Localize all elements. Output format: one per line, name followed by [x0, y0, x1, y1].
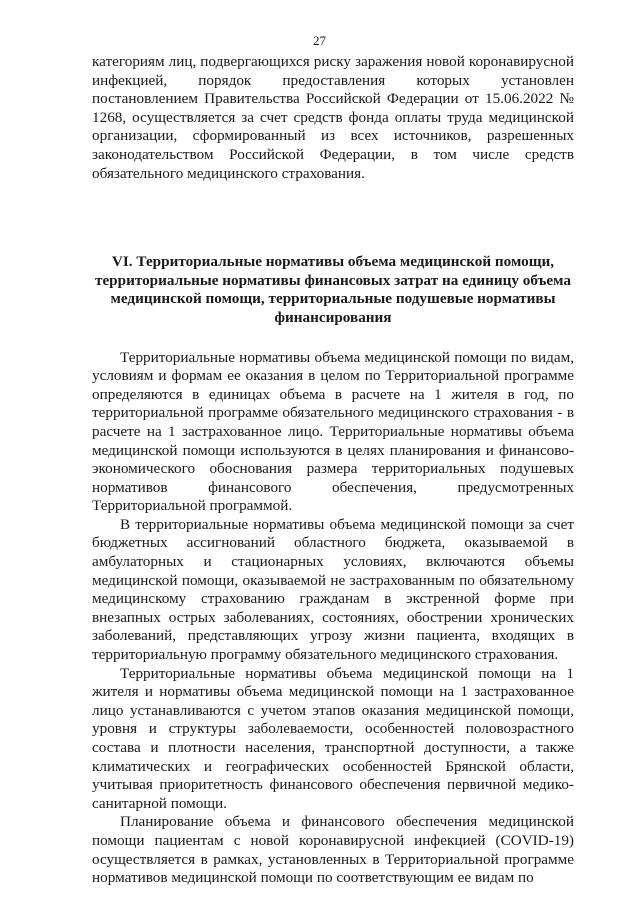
paragraph-continued: категориям лиц, подвергающихся риску заражения новой коронавирусной инфекцией, порядок предоставления которых установлен постановлением Правительства Российской Федерации от 15.06.2022 № 1268, осуществляется за счет средств фонда оплаты труда медицинской организации, сформированный из всех источников, разрешенных законодательством Российской Федерации, в том числе средств обязательного медицинского страхования. — [92, 53, 574, 182]
section-heading: VI. Территориальные нормативы объема медицинской помощи, территориальные нормативы финансовых затрат на единицу объема медицинской помощи, территориальные подушевые нормативы финансирования — [94, 253, 571, 326]
paragraph: Планирование объема и финансового обеспечения медицинской помощи пациентам с новой коронавирусной инфекцией (COVID-19) осуществляется в рамках, установленных в Территориальной программе нормативов медицинской помощи по соответствующим ее видам по — [92, 813, 574, 887]
document-body — [92, 53, 574, 888]
paragraph: Территориальные нормативы объема медицинской помощи по видам, условиям и формам ее оказания в целом по Территориальной программе определяются в единицах объема в расчете на 1 жителя в год, по территориальной программе обязательного медицинского страхования - в расчете на 1 застрахованное лицо. Территориальные нормативы объема медицинской помощи используются в целях планирования и финансово-экономического обоснования размера территориальных подушевых нормативов финансового обеспечения, предусмотренных Территориальной программой. — [92, 348, 574, 515]
spacer — [92, 328, 574, 349]
paragraph: В территориальные нормативы объема медицинской помощи за счет бюджетных ассигнований областного бюджета, оказываемой в амбулаторных и стационарных условиях, включаются объемы медицинской помощи, оказываемой не застрахованным по обязательному медицинскому страхованию гражданам в экстренной форме при внезапных острых заболеваниях, состояниях, обострении хронических заболеваний, представляющих угрозу жизни пациента, входящих в территориальную программу обязательного медицинского страхования. — [92, 515, 574, 664]
page-number: 27 — [313, 33, 326, 48]
paragraph: Территориальные нормативы объема медицинской помощи на 1 жителя и нормативы объема медицинской помощи на 1 застрахованное лицо устанавливаются с учетом этапов оказания медицинской помощи, уровня и структуры заболеваемости, особенностей половозрастного состава и плотности населения, транспортной доступности, а также климатических и географических особенностей Брянской области, учитывая приоритетность финансового обеспечения первичной медико-санитарной помощи. — [92, 664, 574, 812]
spacer — [92, 183, 574, 253]
